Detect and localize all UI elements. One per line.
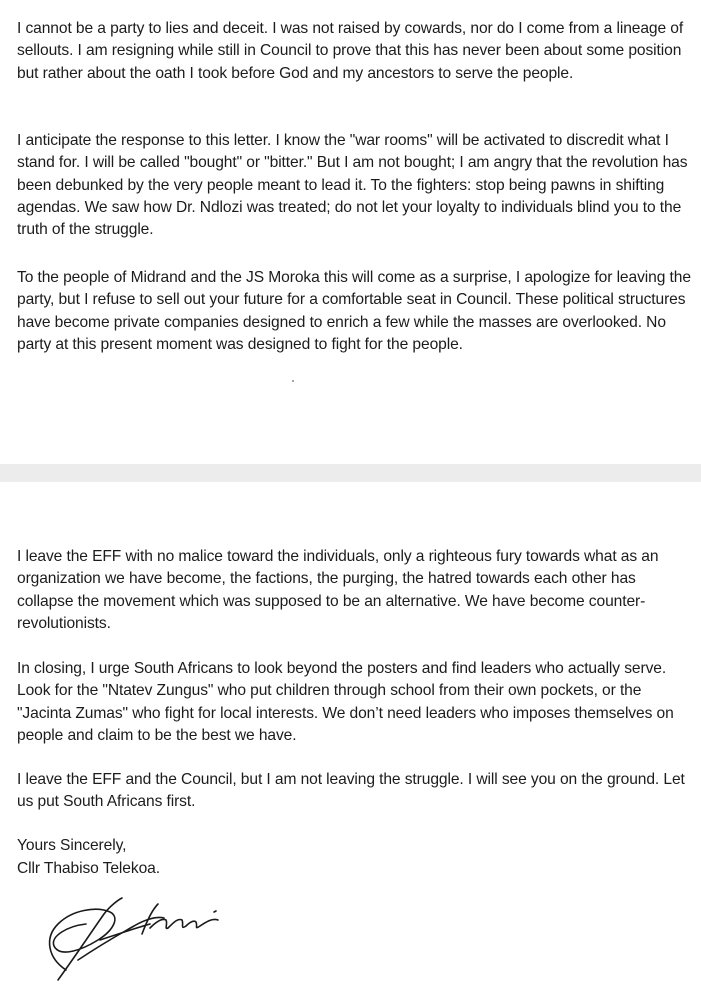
paragraph-closing-appeal: In closing, I urge South Africans to look beyond the posters and find leaders who actually serve. Look for the "Ntatev Zungus" who put children through school from their own pockets, or the "Jacinta Zumas" who fight for local interests. We don’t need leaders who imposes themselves on people and claim to be the best we have. xyxy=(17,660,674,744)
paragraph-leaving-eff: I leave the EFF with no malice toward the individuals, only a righteous fury towards what as an organization we have become, the factions, the purging, the hatred towards each other has collapse the movement which was supposed to be an alternative. We have become counter-revolutionists. xyxy=(17,548,659,632)
paragraph-oath: I cannot be a party to lies and deceit. I was not raised by cowards, nor do I come from a lineage of sellouts. I am resigning while still in Council to prove that this has never been about some position but rather about the oath I took before God and my ancestors to serve the people. xyxy=(17,20,684,82)
signatory-name: Cllr Thabiso Telekoa. xyxy=(17,860,160,877)
scan-speck xyxy=(292,380,294,382)
page-break xyxy=(0,464,701,482)
paragraph-struggle: I leave the EFF and the Council, but I am not leaving the struggle. I will see you on the ground. Let us put South Africans first. xyxy=(17,771,685,811)
handwritten-signature xyxy=(38,888,238,983)
paragraph-war-rooms: I anticipate the response to this letter. I know the "war rooms" will be activated to discredit what I stand for. I will be called "bought" or "bitter." But I am not bought; I am angry that the revolution has been debunked by the very people meant to lead it. To the fighters: stop being pawns in shifting agendas. We saw how Dr. Ndlozi was treated; do not let your loyalty to individuals blind you to the truth of the struggle. xyxy=(17,132,688,239)
closing-salutation: Yours Sincerely, xyxy=(17,837,127,854)
paragraph-midrand: To the people of Midrand and the JS Moroka this will come as a surprise, I apologize for leaving the party, but I refuse to sell out your future for a comfortable seat in Council. These political structures have become private companies designed to enrich a few while the masses are overlooked. No party at this present moment was designed to fight for the people. xyxy=(17,269,691,353)
